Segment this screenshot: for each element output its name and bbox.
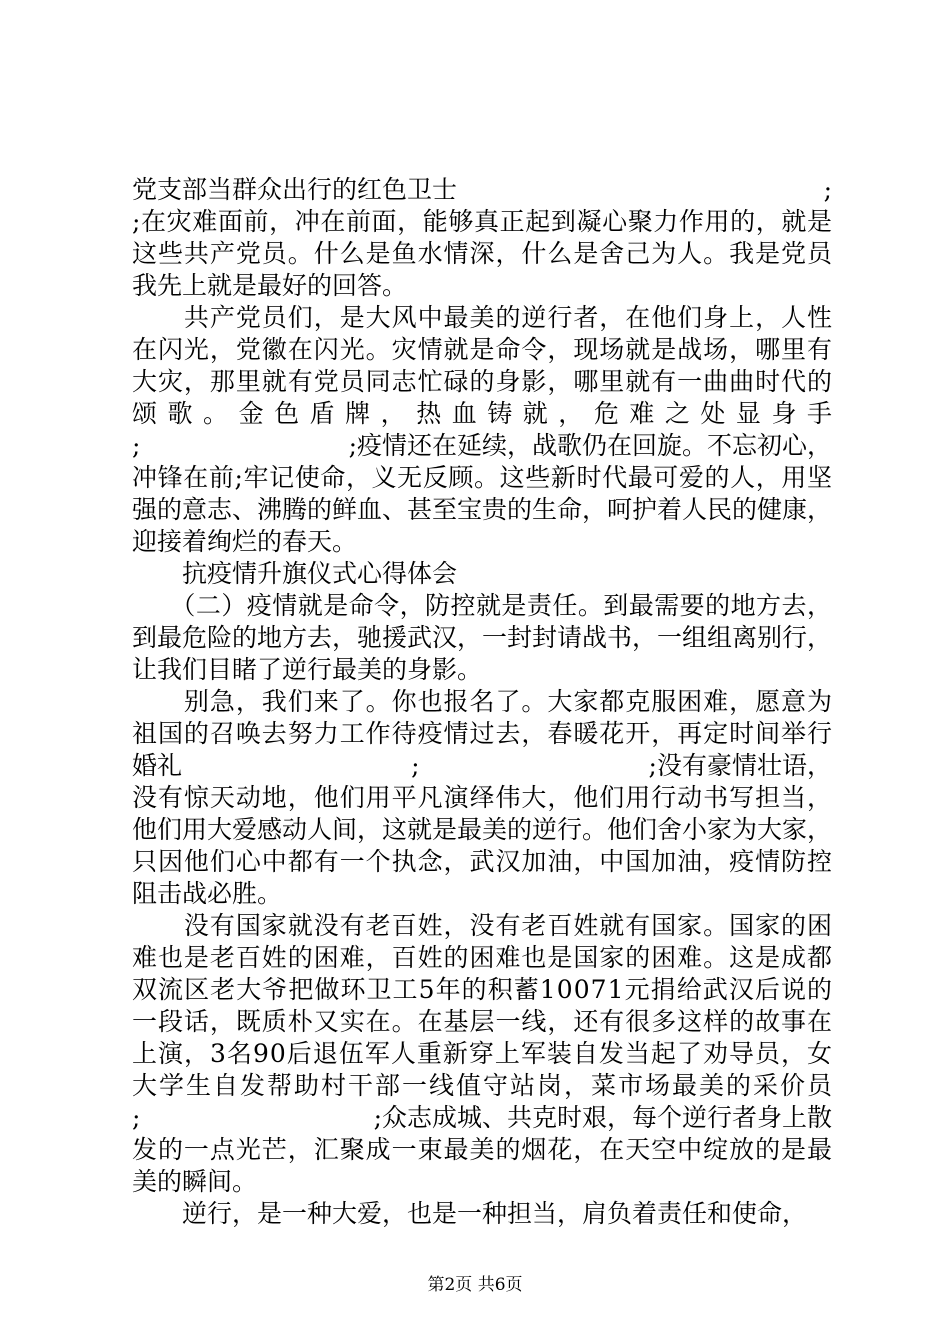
text-line [132, 335, 832, 365]
text-line [132, 719, 832, 749]
text-line [132, 431, 832, 461]
text-line [132, 751, 832, 781]
page-footer: 第2页 共6页 [427, 1275, 523, 1295]
text-line [132, 175, 832, 205]
text-line [132, 239, 832, 269]
text-segment: ; [132, 431, 141, 460]
text-segment: ;在灾难面前，冲在前面，能够真正起到凝心聚力作用的，就是 [132, 207, 833, 236]
text-line [132, 271, 832, 301]
text-segment: 大学生自发帮助村干部一线值守站岗，菜市场最美的采价员 [132, 1071, 834, 1100]
text-segment: ; [823, 175, 832, 204]
text-segment: 冲锋在前;牢记使命，义无反顾。这些新时代最可爱的人，用坚 [132, 463, 833, 492]
text-line [132, 623, 832, 653]
text-segment: 别急，我们来了。你也报名了。大家都克服困难，愿意为 [132, 687, 833, 716]
text-segment: 发的一点光芒，汇聚成一束最美的烟花，在天空中绽放的是最 [132, 1135, 833, 1164]
text-segment: 没有惊天动地，他们用平凡演绎伟大，他们用行动书写担当， [132, 783, 833, 812]
text-segment: 只因他们心中都有一个执念，武汉加油，中国加油，疫情防控 [132, 847, 833, 876]
text-line [132, 1103, 832, 1133]
text-line [132, 943, 832, 973]
text-line [132, 1135, 832, 1165]
text-segment: 抗疫情升旗仪式心得体会 [132, 559, 458, 588]
text-segment: ; [411, 751, 420, 780]
text-line [132, 1167, 832, 1197]
text-segment: 强的意志、沸腾的鲜血、甚至宝贵的生命，呵护着人民的健康， [132, 495, 832, 524]
text-segment: 一段话，既质朴又实在。在基层一线，还有很多这样的故事在 [132, 1007, 833, 1036]
text-segment: 大灾，那里就有党员同志忙碌的身影，哪里就有一曲曲时代的 [132, 367, 833, 396]
text-line [132, 847, 832, 877]
text-segment: 难也是老百姓的困难，百姓的困难也是国家的困难。这是成都 [132, 943, 833, 972]
text-segment: 婚礼 [132, 751, 183, 780]
text-segment: （二）疫情就是命令，防控就是责任。到最需要的地方去， [132, 591, 833, 620]
text-line [132, 687, 832, 717]
text-segment: 共产党员们，是大风中最美的逆行者，在他们身上，人性 [132, 303, 833, 332]
text-line [132, 463, 832, 493]
text-line [132, 1199, 832, 1229]
text-line [132, 655, 832, 685]
text-line [132, 975, 832, 1005]
text-segment: ;没有豪情壮语， [648, 751, 832, 780]
text-line [132, 303, 832, 333]
text-line [132, 1039, 832, 1069]
text-line [132, 783, 832, 813]
text-line [132, 1071, 832, 1101]
text-segment: ;众志成城、共克时艰，每个逆行者身上散 [373, 1103, 832, 1132]
text-line [132, 591, 832, 621]
text-line [132, 367, 832, 397]
text-line [132, 1007, 832, 1037]
text-line [132, 815, 832, 845]
text-segment: 阻击战必胜。 [132, 879, 283, 908]
text-segment: 党支部当群众出行的红色卫士 [132, 175, 458, 204]
text-segment: 逆行，是一种大爱，也是一种担当，肩负着责任和使命， [132, 1199, 808, 1228]
text-segment: 让我们目睹了逆行最美的身影。 [132, 655, 483, 684]
text-segment: 这些共产党员。什么是鱼水情深，什么是舍己为人。我是党员 [132, 239, 833, 268]
text-segment: ; [132, 1103, 141, 1132]
text-line [132, 527, 832, 557]
text-segment: 没有国家就没有老百姓，没有老百姓就有国家。国家的困 [132, 911, 833, 940]
text-segment: 我先上就是最好的回答。 [132, 271, 408, 300]
text-segment: 在闪光，党徽在闪光。灾情就是命令，现场就是战场，哪里有 [132, 335, 833, 364]
text-line [132, 207, 832, 237]
text-segment: 上演，3名90后退伍军人重新穿上军装自发当起了劝导员，女 [132, 1039, 833, 1068]
text-line [132, 399, 843, 429]
text-segment: 颂歌。金色盾牌，热血铸就，危难之处显身手 [132, 399, 843, 428]
text-line [132, 879, 832, 909]
text-line [132, 911, 832, 941]
text-segment: 他们用大爱感动人间，这就是最美的逆行。他们舍小家为大家， [132, 815, 832, 844]
text-line [132, 559, 832, 589]
text-segment: 到最危险的地方去，驰援武汉，一封封请战书，一组组离别行， [132, 623, 832, 652]
text-segment: 双流区老大爷把做环卫工5年的积蓄10071元捐给武汉后说的 [132, 975, 834, 1004]
text-segment: 美的瞬间。 [132, 1167, 258, 1196]
text-line [132, 495, 832, 525]
text-segment: ;疫情还在延续，战歌仍在回旋。不忘初心， [348, 431, 832, 460]
text-segment: 祖国的召唤去努力工作待疫情过去，春暖花开，再定时间举行 [132, 719, 833, 748]
text-segment: 迎接着绚烂的春天。 [132, 527, 358, 556]
